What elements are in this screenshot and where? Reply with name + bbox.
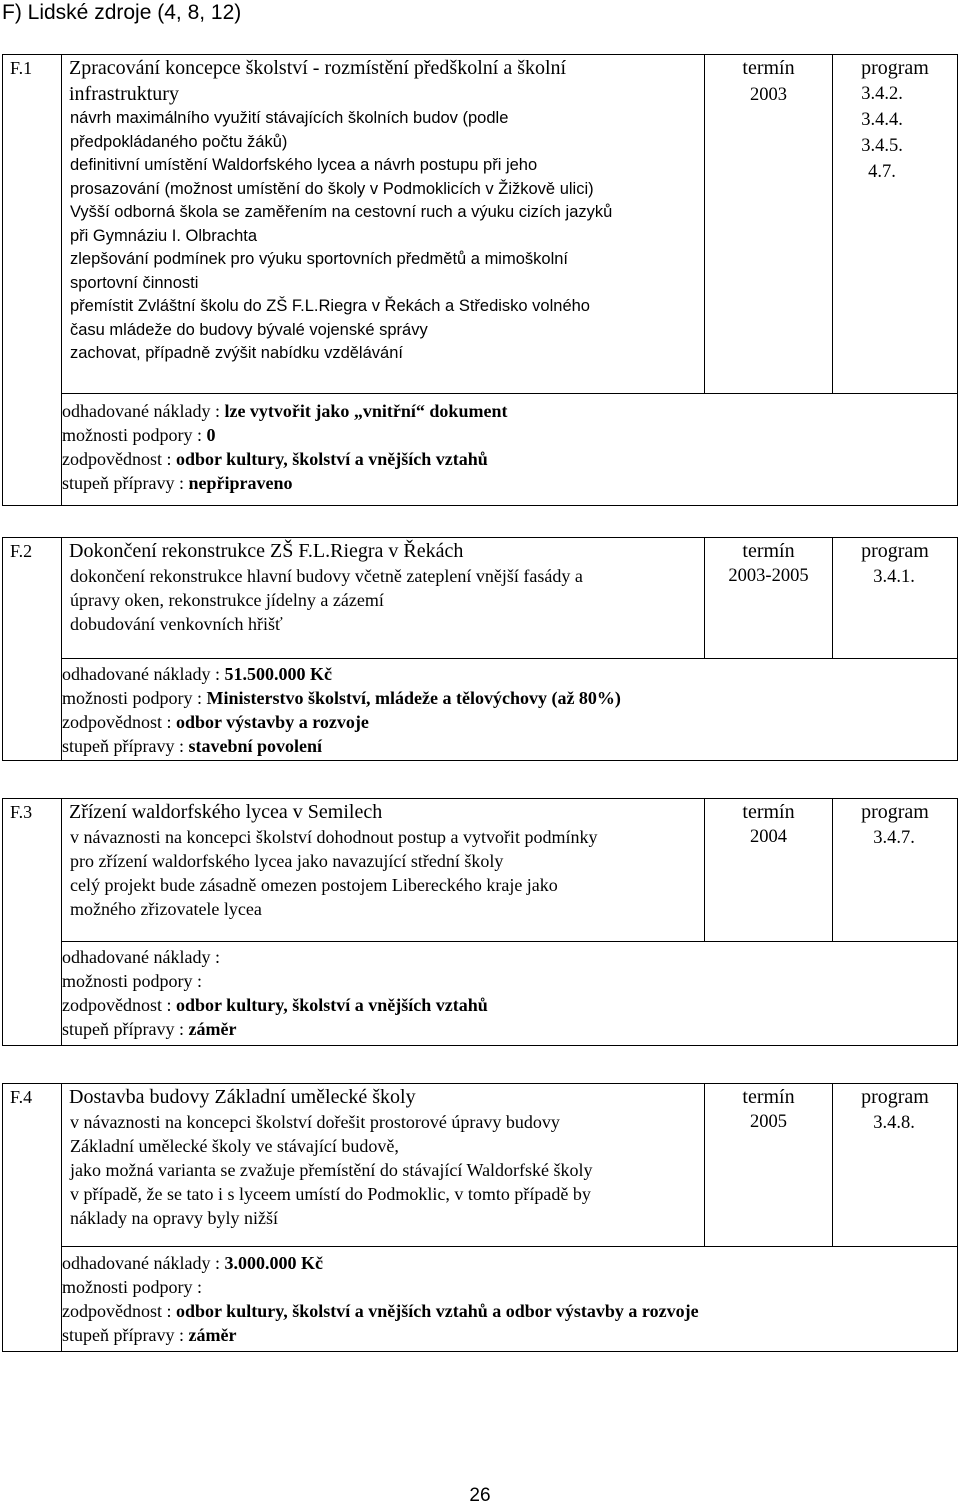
program-header: program bbox=[861, 540, 929, 562]
cost-line: odhadované náklady : lze vytvořit jako „vnitřní“ dokument bbox=[62, 401, 508, 421]
support-line: možnosti podpory : bbox=[62, 1277, 202, 1297]
project-footer bbox=[62, 659, 958, 761]
program-codes: 3.4.8. bbox=[873, 1113, 915, 1133]
project-body bbox=[62, 799, 705, 942]
program-cell bbox=[833, 55, 958, 394]
termin-value: 2005 bbox=[750, 1112, 787, 1132]
termin-cell bbox=[705, 538, 833, 659]
project-title: Dostavba budovy Základní umělecké školy bbox=[69, 1086, 416, 1108]
cost-line: odhadované náklady : 3.000.000 Kč bbox=[62, 1253, 323, 1273]
program-codes: 3.4.7. bbox=[873, 828, 915, 848]
program-header: program bbox=[861, 57, 929, 79]
responsibility-line: zodpovědnost : odbor výstavby a rozvoje bbox=[62, 712, 369, 732]
project-description: dokončení rekonstrukce hlavní budovy včetně zateplení vnější fasády a úpravy oken, rekonstrukce jídelny a zázemí dobudování venkovních hřišť bbox=[70, 566, 583, 634]
termin-header: termín bbox=[742, 801, 795, 823]
termin-value: 2003-2005 bbox=[728, 566, 809, 586]
termin-value: 2003 bbox=[750, 85, 787, 105]
project-block-f4 bbox=[2, 1083, 958, 1352]
responsibility-line: zodpovědnost : odbor kultury, školství a vnějších vztahů a odbor výstavby a rozvoje bbox=[62, 1301, 699, 1321]
program-cell bbox=[833, 1084, 958, 1247]
program-header: program bbox=[861, 801, 929, 823]
section-heading: F) Lidské zdroje (4, 8, 12) bbox=[2, 1, 242, 24]
project-block-f1 bbox=[2, 54, 958, 506]
program-codes: 3.4.2. 3.4.4. 3.4.5. 4.7. bbox=[861, 84, 903, 182]
stage-line: stupeň přípravy : záměr bbox=[62, 1019, 237, 1039]
stage-line: stupeň přípravy : nepřipraveno bbox=[62, 473, 293, 493]
project-block-f2 bbox=[2, 537, 958, 761]
support-line: možnosti podpory : Ministerstvo školství, mládeže a tělovýchovy (až 80%) bbox=[62, 688, 621, 708]
project-title: Zřízení waldorfského lycea v Semilech bbox=[69, 801, 383, 823]
support-line: možnosti podpory : bbox=[62, 971, 202, 991]
project-description: v návaznosti na koncepci školství dohodnout postup a vytvořit podmínky pro zřízení waldorfského lycea jako navazující střední školy celý projekt bude zásadně omezen postojem Libereckého kraje jako možného zřizovatele lycea bbox=[70, 827, 598, 919]
stage-line: stupeň přípravy : stavební povolení bbox=[62, 736, 323, 756]
project-title: Zpracování koncepce školství - rozmístění předškolní a školní infrastruktury bbox=[69, 57, 567, 105]
project-footer bbox=[62, 1247, 958, 1352]
project-footer bbox=[62, 942, 958, 1046]
cost-line: odhadované náklady : 51.500.000 Kč bbox=[62, 664, 332, 684]
cost-line: odhadované náklady : bbox=[62, 947, 220, 967]
program-header: program bbox=[861, 1086, 929, 1108]
project-body bbox=[62, 1084, 705, 1247]
project-footer bbox=[62, 394, 958, 506]
page-number: 26 bbox=[469, 1485, 491, 1506]
project-description: návrh maximálního využití stávajících školních budov (podle předpokládaného počtu žáků) definitivní umístění Waldorfského lycea a návrh postupu při jeho prosazování (možnost umístění do školy v Podmoklicích v Žižkově ulici) Vyšší odborná škola se zaměřením na cestovní ruch a výuku cizích jazyků při Gymnáziu I. Olbrachta zlepšování podmínek pro výuku sportovních předmětů a mimoškolní sportovní činnosti přemístit Zvláštní školu do ZŠ F.L.Riegra v Řekách a Středisko volného času mládeže do budovy bývalé vojenské správy zachovat, případně zvýšit nabídku vzdělávání bbox=[70, 109, 613, 362]
stage-line: stupeň přípravy : záměr bbox=[62, 1325, 237, 1345]
project-id: F.4 bbox=[3, 1084, 62, 1352]
project-body bbox=[62, 55, 705, 394]
project-body bbox=[62, 538, 705, 659]
support-line: možnosti podpory : 0 bbox=[62, 425, 216, 445]
project-block-f3 bbox=[2, 798, 958, 1046]
responsibility-line: zodpovědnost : odbor kultury, školství a vnějších vztahů bbox=[62, 449, 488, 469]
project-title: Dokončení rekonstrukce ZŠ F.L.Riegra v Řekách bbox=[69, 540, 464, 562]
program-codes: 3.4.1. bbox=[873, 567, 915, 587]
program-cell bbox=[833, 799, 958, 942]
termin-header: termín bbox=[742, 57, 795, 79]
termin-cell bbox=[705, 1084, 833, 1247]
termin-value: 2004 bbox=[750, 827, 787, 847]
project-id: F.2 bbox=[3, 538, 62, 761]
responsibility-line: zodpovědnost : odbor kultury, školství a vnějších vztahů bbox=[62, 995, 488, 1015]
termin-header: termín bbox=[742, 540, 795, 562]
project-id: F.3 bbox=[3, 799, 62, 1046]
program-cell bbox=[833, 538, 958, 659]
termin-header: termín bbox=[742, 1086, 795, 1108]
termin-cell bbox=[705, 799, 833, 942]
termin-cell bbox=[705, 55, 833, 394]
project-description: v návaznosti na koncepci školství dořešit prostorové úpravy budovy Základní umělecké školy ve stávající budově, jako možná varianta se zvažuje přemístění do stávající Waldorfské školy v případě, že se tato i s lyceem umístí do Podmoklic, v tomto případě by náklady na opravy byly nižší bbox=[70, 1112, 593, 1228]
project-id: F.1 bbox=[3, 55, 62, 506]
